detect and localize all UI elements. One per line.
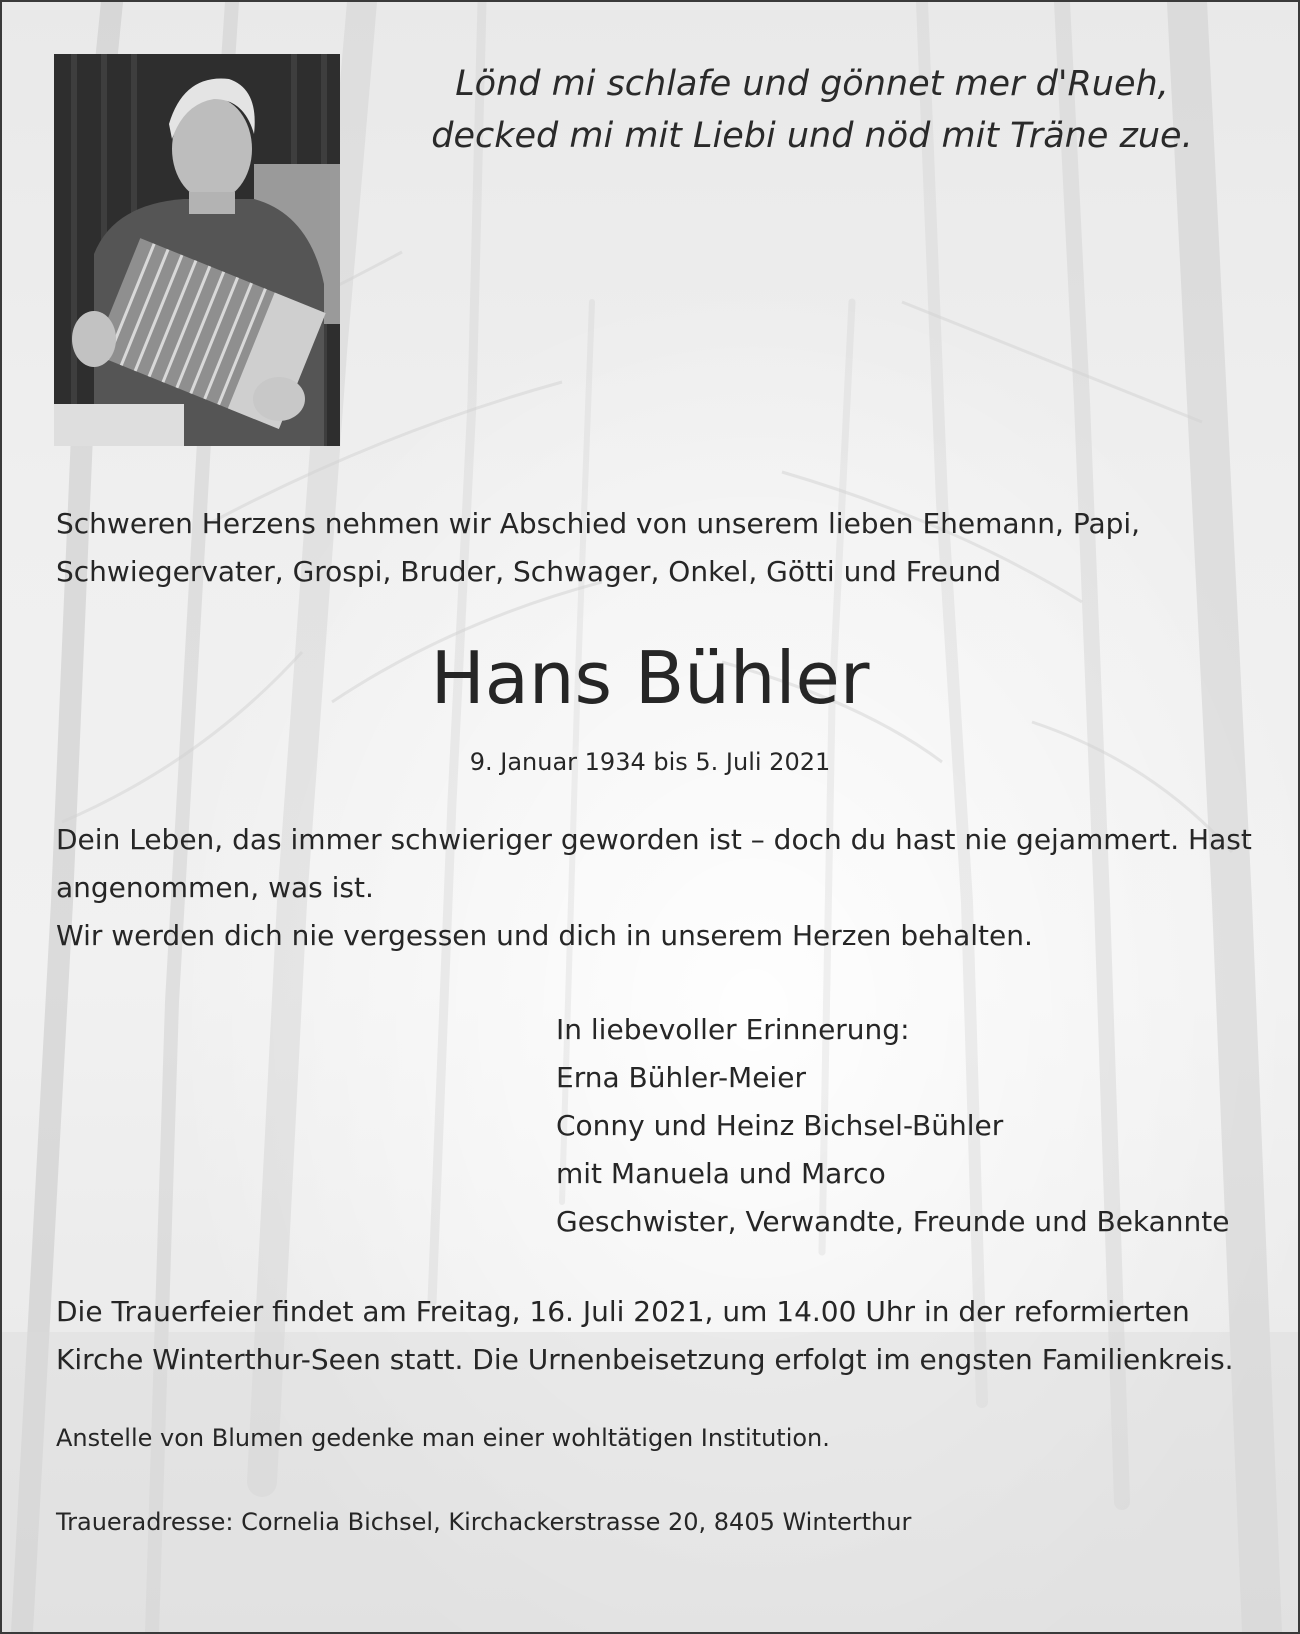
- life-dates: 9. Januar 1934 bis 5. Juli 2021: [469, 748, 831, 776]
- funeral-service-text: [56, 1288, 1234, 1384]
- man-with-accordion-image: [54, 54, 340, 446]
- motto-line-2: decked mi mit Liebi und nöd mit Träne zue.: [431, 116, 1193, 156]
- intro-text: [56, 500, 1140, 596]
- motto-verse: [402, 58, 1222, 162]
- mourners-block: [556, 1006, 1230, 1246]
- tribute-line-3: Wir werden dich nie vergessen und dich in unserem Herzen behalten.: [56, 919, 1033, 952]
- intro-line-2: Schwiegervater, Grospi, Bruder, Schwager, Onkel, Götti und Freund: [56, 555, 1002, 588]
- tribute-text: [56, 816, 1252, 960]
- tribute-line-2: angenommen, was ist.: [56, 871, 374, 904]
- flowers-note: Anstelle von Blumen gedenke man einer wohltätigen Institution.: [56, 1424, 830, 1452]
- portrait-photo: [54, 54, 340, 446]
- mourner-item: Erna Bühler-Meier: [556, 1061, 806, 1094]
- mourner-item: mit Manuela und Marco: [556, 1157, 886, 1190]
- mourner-item: Geschwister, Verwandte, Freunde und Bekannte: [556, 1205, 1230, 1238]
- service-line-1: Die Trauerfeier findet am Freitag, 16. Juli 2021, um 14.00 Uhr in der reformierten: [56, 1295, 1190, 1328]
- motto-line-1: Lönd mi schlafe und gönnet mer d'Rueh,: [455, 64, 1169, 104]
- intro-line-1: Schweren Herzens nehmen wir Abschied von unserem lieben Ehemann, Papi,: [56, 507, 1141, 540]
- memory-heading: In liebevoller Erinnerung:: [556, 1013, 910, 1046]
- tribute-line-1: Dein Leben, das immer schwieriger geworden ist – doch du hast nie gejammert. Hast: [56, 823, 1252, 856]
- mourner-item: Conny und Heinz Bichsel-Bühler: [556, 1109, 1004, 1142]
- mourning-address: Traueradresse: Cornelia Bichsel, Kirchackerstrasse 20, 8405 Winterthur: [56, 1508, 912, 1536]
- deceased-name: Hans Bühler: [430, 636, 870, 720]
- service-line-2: Kirche Winterthur-Seen statt. Die Urnenbeisetzung erfolgt im engsten Familienkreis.: [56, 1343, 1234, 1376]
